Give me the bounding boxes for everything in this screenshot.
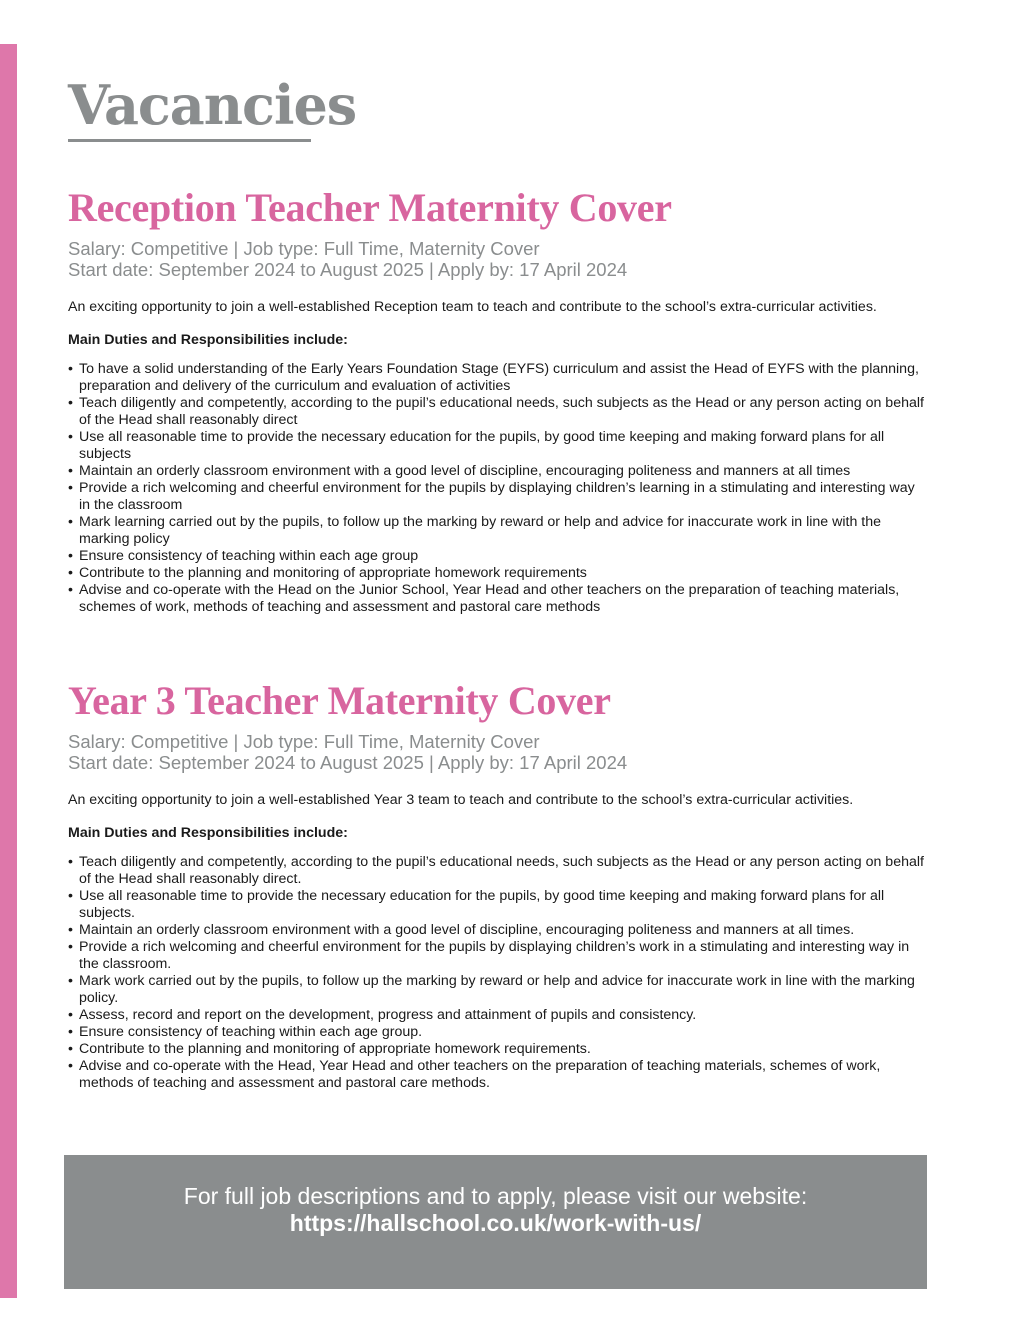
job-intro: An exciting opportunity to join a well-established Year 3 team to teach and contribute to the school’s extra-curricular activities. (68, 792, 854, 808)
title-underline (68, 139, 311, 142)
duty-item: • Mark learning carried out by the pupils, to follow up the marking by reward or help and advice for inaccurate work in line with the marking policy (68, 514, 928, 548)
job-meta-dates: Start date: September 2024 to August 2025 | Apply by: 17 April 2024 (68, 259, 628, 280)
accent-side-bar (0, 44, 17, 1298)
duty-item: • Ensure consistency of teaching within each age group (68, 548, 928, 565)
duty-item: • Maintain an orderly classroom environment with a good level of discipline, encouraging politeness and manners at all times. (68, 922, 928, 939)
job-meta-salary-type: Salary: Competitive | Job type: Full Time, Maternity Cover (68, 731, 540, 752)
website-link[interactable]: https://hallschool.co.uk/work-with-us/ (289, 1210, 702, 1236)
duty-item: • Advise and co-operate with the Head on the Junior School, Year Head and other teachers on the preparation of teaching materials, schemes of work, methods of teaching and assessment and pastoral care methods (68, 582, 928, 616)
duty-item: • Provide a rich welcoming and cheerful environment for the pupils by displaying children’s work in a stimulating and interesting way in the classroom. (68, 939, 928, 973)
duty-item: • Mark work carried out by the pupils, to follow up the marking by reward or help and advice for inaccurate work in line with the marking policy. (68, 973, 928, 1007)
duties-heading: Main Duties and Responsibilities include: (68, 332, 348, 348)
job-posting-reception (68, 187, 928, 616)
duties-list (68, 361, 928, 616)
apply-banner-text: For full job descriptions and to apply, please visit our website: (183, 1183, 808, 1209)
duty-item: • Provide a rich welcoming and cheerful environment for the pupils by displaying children’s learning in a stimulating and interesting way in the classroom (68, 480, 928, 514)
duty-item: • Teach diligently and competently, according to the pupil’s educational needs, such subjects as the Head or any person acting on behalf of the Head shall reasonably direct (68, 395, 928, 429)
duties-heading: Main Duties and Responsibilities include: (68, 825, 348, 841)
duty-item: • To have a solid understanding of the Early Years Foundation Stage (EYFS) curriculum and assist the Head of EYFS with the planning, preparation and delivery of the curriculum and evaluation of activities (68, 361, 928, 395)
apply-banner (64, 1155, 927, 1289)
duty-item: • Contribute to the planning and monitoring of appropriate homework requirements. (68, 1041, 928, 1058)
duty-item: • Assess, record and report on the development, progress and attainment of pupils and consistency. (68, 1007, 928, 1024)
duty-item: • Use all reasonable time to provide the necessary education for the pupils, by good time keeping and making forward plans for all subjects (68, 429, 928, 463)
duty-item: • Teach diligently and competently, according to the pupil’s educational needs, such subjects as the Head or any person acting on behalf of the Head shall reasonably direct. (68, 854, 928, 888)
duty-item: • Use all reasonable time to provide the necessary education for the pupils, by good time keeping and making forward plans for all subjects. (68, 888, 928, 922)
duty-item: • Maintain an orderly classroom environment with a good level of discipline, encouraging politeness and manners at all times (68, 463, 928, 480)
job-posting-year3 (68, 680, 928, 1092)
duty-item: • Ensure consistency of teaching within each age group. (68, 1024, 928, 1041)
job-meta-salary-type: Salary: Competitive | Job type: Full Time, Maternity Cover (68, 238, 540, 259)
job-meta (68, 238, 928, 280)
duties-list (68, 854, 928, 1092)
job-intro: An exciting opportunity to join a well-established Reception team to teach and contribute to the school’s extra-curricular activities. (68, 299, 877, 315)
duty-item: • Contribute to the planning and monitoring of appropriate homework requirements (68, 565, 928, 582)
job-title: Year 3 Teacher Maternity Cover (68, 678, 611, 723)
job-meta (68, 731, 928, 773)
job-title: Reception Teacher Maternity Cover (68, 185, 672, 230)
job-meta-dates: Start date: September 2024 to August 2025 | Apply by: 17 April 2024 (68, 752, 628, 773)
page-title: Vacancies (68, 73, 357, 137)
duty-item: • Advise and co-operate with the Head, Year Head and other teachers on the preparation of teaching materials, schemes of work, methods of teaching and assessment and pastoral care methods. (68, 1058, 928, 1092)
